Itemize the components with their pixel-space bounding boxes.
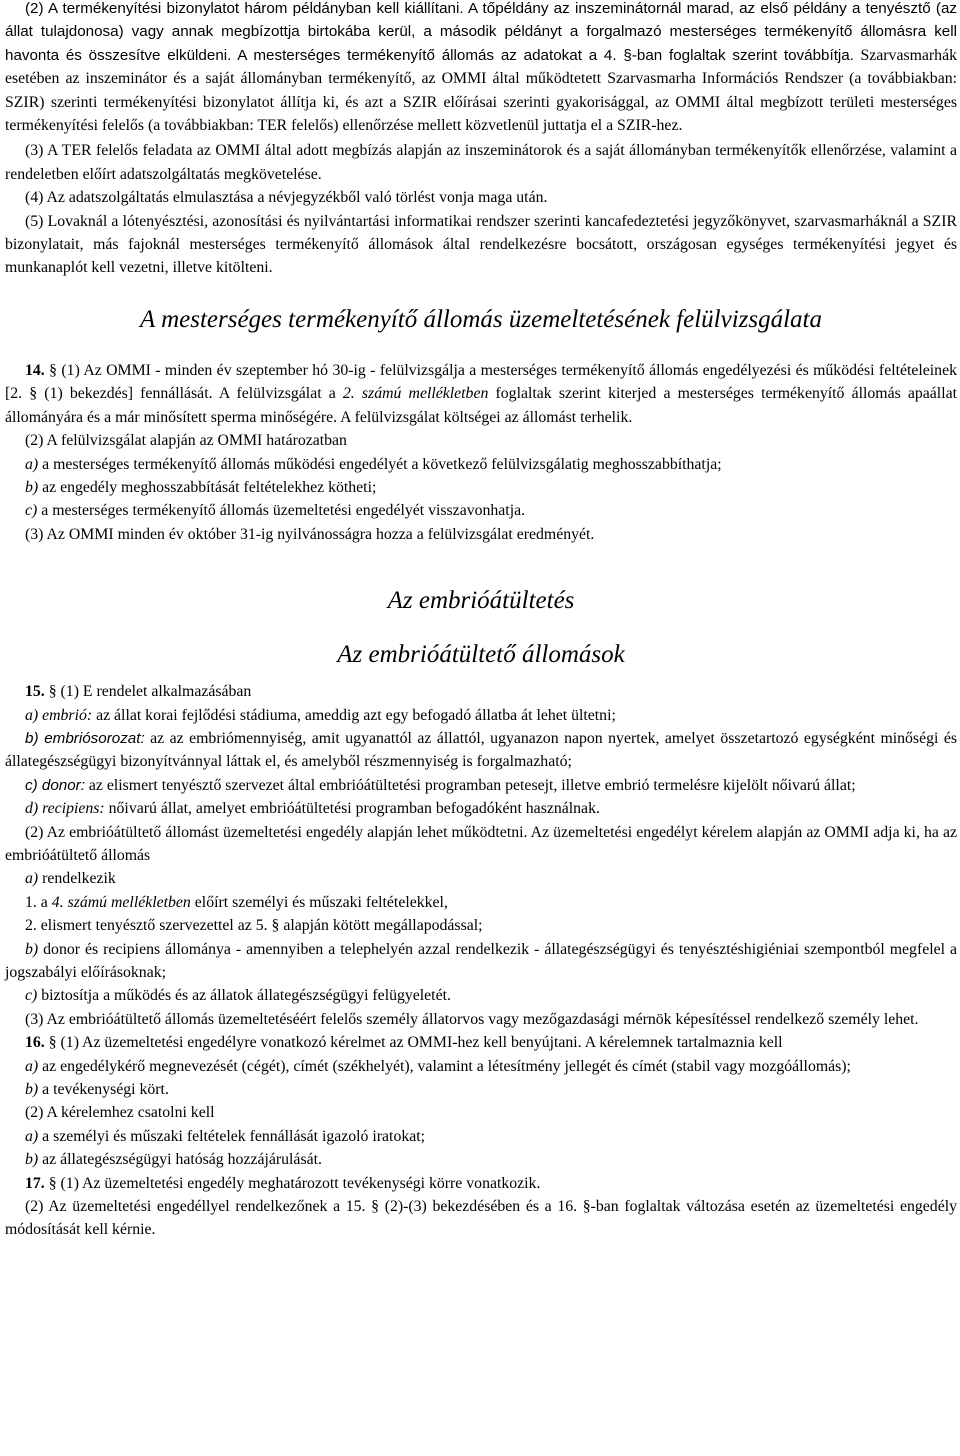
item-text: az állategészségügyi hatóság hozzájárulását.	[38, 1151, 322, 1169]
section-16-number: 16.	[25, 1034, 45, 1052]
item-text: az engedély meghosszabbítását feltételekhez kötheti;	[38, 478, 377, 496]
section-15-def-c	[5, 774, 957, 797]
annex-ref: 4. számú mellékletben	[51, 893, 191, 911]
section-heading-embryo-transfer: Az embrióátültetés	[387, 587, 575, 615]
item-label: b)	[25, 1081, 39, 1099]
section-14-item-b	[5, 476, 957, 499]
paragraph-13-2-serif: Szarvasmarhák esetében az inszeminátor és a saját állományban termékenyítő, az OMMI által működtetett Szarvasmarha Információs Rendszer (a továbbiakban: SZIR) szerinti termékenyítési bizonylatot állítja ki, és azt a SZIR előírásai szerinti gyakorisággal, az OMMI által megbízott területi mesterséges termékenyítési felelős (a továbbiakban: TER felelős) ellenőrzése mellett közvetlenül juttatja el a SZIR-hez.	[5, 46, 957, 135]
section-14-annex-ref: 2. számú mellékletben	[342, 385, 489, 403]
section-15-subitem-2: 2. elismert tenyésztő szervezettel az 5. § alapján kötött megállapodással;	[25, 917, 483, 935]
section-15-subitem-1	[5, 891, 957, 914]
section-17-number: 17.	[25, 1174, 45, 1192]
section-16-item-a	[5, 1055, 957, 1078]
section-15-def-b	[5, 727, 957, 774]
section-16-paragraph-1	[5, 1031, 957, 1054]
section-16-item-b2	[5, 1148, 957, 1171]
definition-text: az elismert tenyésztő szervezet által embrióátültetési programban petesejt, illetve embrió termelésre kijelölt nőivarú állat;	[84, 776, 856, 794]
item-text: a személyi és műszaki feltételek fennállását igazoló iratokat;	[38, 1127, 426, 1145]
section-14-p1-text-cont: foglaltak szerint kiterjed a mesterséges termékenyítő állomás apaállat állományára és a már minősített sperma minőségére. A felülvizsgálat költségei az állomást terhelik.	[5, 385, 957, 426]
definition-text: nőivarú állat, amelyet embrióátültetési programban befogadóként használnak.	[104, 800, 600, 818]
paragraph-13-5: (5) Lovaknál a lótenyésztési, azonosítási és nyilvántartási informatikai rendszer szerinti kancafedeztetési jegyzőkönyvet, szarvasmarháknál a SZIR bizonylatait, más fajoknál mesterséges termékenyítő állomások által rendelkezésre bocsátott, országosan egységes termékenyítési jegyet és munkanaplót kell vezetni, illetve kitölteni.	[5, 212, 957, 277]
section-16-item-a2	[5, 1125, 957, 1148]
section-heading-embryo-stations: Az embrióátültető állomások	[337, 641, 625, 669]
document-page	[5, 0, 957, 1242]
section-15-def-a	[5, 704, 957, 727]
section-15-paragraph-1	[5, 680, 957, 703]
item-label: b)	[25, 478, 39, 496]
item-text: donor és recipiens állománya - amennyiben a telephelyén azzal rendelkezik - állategészségügyi és tenyésztéshigiéniai szempontból megfelel a jogszabályi előírásoknak;	[5, 940, 957, 981]
item-label: b)	[25, 940, 39, 958]
item-text-cont: előírt személyi és műszaki feltételekkel,	[190, 893, 448, 911]
section-14-number: 14.	[25, 361, 45, 379]
section-15-def-d	[5, 797, 957, 820]
definition-text: az az embriómennyiség, amit ugyanattól az állattól, ugyanazon napon nyertek, amelyet összetartozó egységként minőségi és állategészségügyi bizonyítvánnyal láttak el, és amelyből részmennyiség is forgalmazható;	[5, 729, 957, 771]
definition-term: d) recipiens:	[25, 800, 105, 818]
section-17-paragraph-1	[5, 1172, 957, 1195]
section-14-paragraph-2: (2) A felülvizsgálat alapján az OMMI határozatban	[25, 432, 347, 450]
paragraph-13-2-sans: (2) A termékenyítési bizonylatot három példányban kell kiállítani. A tőpéldány az inszeminátornál marad, az első példány a tenyésztő (az állat tulajdonosa) vagy annak megbízottja birtokába kerül, a második példányt a forgalmazó mesterséges termékenyítő állomásra kell havonta és összesítve elküldeni. A mesterséges termékenyítő állomás az adatokat a 4. §-ban foglaltak szerint továbbítja.	[5, 0, 957, 64]
item-text: az engedélykérő megnevezését (cégét), címét (székhelyét), valamint a létesítmény jellegét és címét (stabil vagy mozgóállomás);	[38, 1057, 851, 1075]
paragraph-13-4: (4) Az adatszolgáltatás elmulasztása a névjegyzékből való törlést vonja maga után.	[25, 189, 548, 207]
definition-term: c) donor:	[25, 776, 85, 794]
section-15-item-b	[5, 938, 957, 985]
section-14-paragraph-3: (3) Az OMMI minden év október 31-ig nyilvánosságra hozza a felülvizsgálat eredményét.	[25, 525, 595, 543]
section-14-item-a	[5, 453, 957, 476]
paragraph-13-3: (3) A TER felelős feladata az OMMI által adott megbízás alapján az inszeminátorok és a saját állományban termékenyítők ellenőrzése, valamint a rendeletben előírt adatszolgáltatás megkövetelése.	[5, 142, 957, 183]
section-14-paragraph-1	[5, 359, 957, 429]
item-text: a mesterséges termékenyítő állomás üzemeltetési engedélyét visszavonhatja.	[37, 502, 526, 520]
section-16-item-b	[5, 1078, 957, 1101]
section-14-item-c	[5, 499, 957, 522]
definition-term: b) embriósorozat:	[25, 729, 145, 747]
section-17-paragraph-2: (2) Az üzemeltetési engedéllyel rendelkezőnek a 15. § (2)-(3) bekezdésében és a 16. §-ban foglaltak változása esetén az üzemeltetési engedély módosítását kell kérnie.	[5, 1198, 957, 1239]
item-label: c)	[25, 987, 38, 1005]
item-label: c)	[25, 502, 38, 520]
definition-term: a) embrió:	[25, 706, 93, 724]
section-16-paragraph-2: (2) A kérelemhez csatolni kell	[25, 1104, 215, 1122]
section-14-p1-text: § (1) Az OMMI - minden év szeptember hó 30-ig - felülvizsgálja a mesterséges termékenyítő állomás engedélyezési és működési feltételeinek [2. § (1) bekezdés] fennállását. A felülvizsgálat a	[5, 361, 957, 403]
item-label: a)	[25, 870, 39, 888]
item-text: a tevékenységi kört.	[38, 1081, 169, 1099]
item-text: 1. a	[25, 893, 52, 911]
paragraph-13-2	[5, 0, 957, 137]
item-text: rendelkezik	[38, 870, 116, 888]
section-15-paragraph-3: (3) Az embrióátültető állomás üzemeltetéséért felelős személy állatorvos vagy mezőgazdasági mérnök képesítéssel rendelkező személy lehet.	[25, 1010, 919, 1028]
item-label: a)	[25, 1057, 39, 1075]
section-15-p1-text: § (1) E rendelet alkalmazásában	[44, 683, 252, 701]
section-17-p1-text: § (1) Az üzemeltetési engedély meghatározott tevékenységi körre vonatkozik.	[44, 1174, 541, 1192]
item-label: a)	[25, 1127, 39, 1145]
section-16-p1-text: § (1) Az üzemeltetési engedélyre vonatkozó kérelmet az OMMI-hez kell benyújtani. A kérelemnek tartalmaznia kell	[44, 1034, 783, 1052]
section-heading-review: A mesterséges termékenyítő állomás üzemeltetésének felülvizsgálata	[140, 305, 822, 333]
item-label: b)	[25, 1151, 39, 1169]
item-text: biztosítja a működés és az állatok állategészségügyi felügyeletét.	[37, 987, 451, 1005]
section-15-number: 15.	[25, 683, 45, 701]
item-label: a)	[25, 455, 39, 473]
section-15-paragraph-2: (2) Az embrióátültető állomást üzemeltetési engedély alapján lehet működtetni. Az üzemeltetési engedélyt kérelem alapján az OMMI adja ki, ha az embrióátültető állomás	[5, 823, 957, 864]
definition-text: az állat korai fejlődési stádiuma, ameddig azt egy befogadó állatba át lehet ültetni;	[92, 706, 616, 724]
item-text: a mesterséges termékenyítő állomás működési engedélyét a következő felülvizsgálatig meghosszabbíthatja;	[38, 455, 722, 473]
section-15-item-c	[5, 984, 957, 1007]
section-15-item-a	[5, 867, 957, 890]
